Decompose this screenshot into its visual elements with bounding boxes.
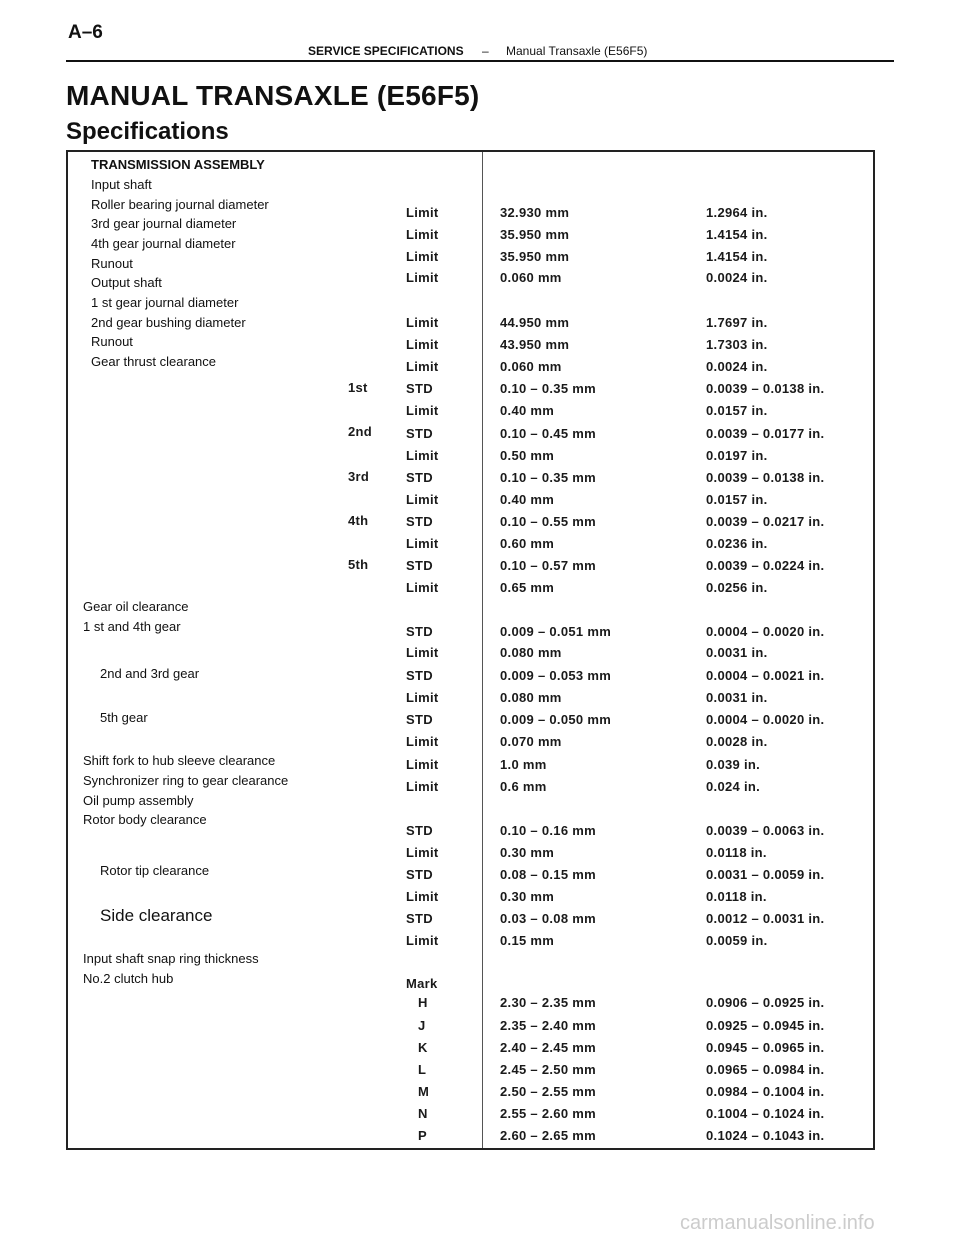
spec-metric: 43.950 mm [500,337,570,352]
spec-imperial: 1.7697 in. [706,315,768,330]
spec-imperial: 0.0004 – 0.0020 in. [706,624,825,639]
spec-type: Limit [406,845,439,860]
label-side-clearance: Side clearance [100,906,213,925]
spec-type: Mark [406,976,438,991]
spec-type: STD [406,712,433,727]
page-subtitle: Specifications [66,118,229,145]
spec-type: Limit [406,205,439,220]
spec-metric: 0.03 – 0.08 mm [500,911,596,926]
spec-type: Limit [406,270,439,285]
spec-metric: 32.930 mm [500,205,570,220]
label-synchronizer: Synchronizer ring to gear clearance [83,773,289,788]
spec-imperial: 0.0031 in. [706,645,768,660]
spec-metric: 0.65 mm [500,580,555,595]
spec-metric: 0.080 mm [500,690,562,705]
spec-type: K [418,1040,428,1055]
spec-imperial: 0.0157 in. [706,403,768,418]
spec-metric: 35.950 mm [500,227,570,242]
spec-metric: 0.15 mm [500,933,555,948]
spec-imperial: 0.0984 – 0.1004 in. [706,1084,825,1099]
gear-label-1st: 1st [348,380,368,395]
spec-type: STD [406,911,433,926]
spec-imperial: 0.0028 in. [706,734,768,749]
spec-imperial: 0.1004 – 0.1024 in. [706,1106,825,1121]
label-transmission-assembly: TRANSMISSION ASSEMBLY [91,157,265,172]
spec-type: Limit [406,779,439,794]
gear-label-4th: 4th [348,513,369,528]
spec-imperial: 0.0906 – 0.0925 in. [706,995,825,1010]
spec-imperial: 0.024 in. [706,779,761,794]
spec-imperial: 0.0039 – 0.0063 in. [706,823,825,838]
spec-type: Limit [406,337,439,352]
spec-metric: 44.950 mm [500,315,570,330]
label-oil-pump: Oil pump assembly [83,793,194,808]
spec-metric: 0.10 – 0.35 mm [500,381,596,396]
spec-type: STD [406,624,433,639]
watermark-text: carmanualsonline.info [680,1212,875,1234]
spec-metric: 0.30 mm [500,889,555,904]
gear-label-2nd: 2nd [348,424,373,439]
spec-imperial: 0.0039 – 0.0224 in. [706,558,825,573]
spec-metric: 0.10 – 0.55 mm [500,514,596,529]
spec-metric: 0.10 – 0.45 mm [500,426,596,441]
label-rotor-body: Rotor body clearance [83,812,207,827]
header-model: Manual Transaxle (E56F5) [506,44,648,58]
spec-metric: 2.50 – 2.55 mm [500,1084,596,1099]
spec-type: Limit [406,536,439,551]
spec-type: STD [406,426,433,441]
spec-imperial: 0.0965 – 0.0984 in. [706,1062,825,1077]
spec-type: Limit [406,645,439,660]
spec-imperial: 0.0118 in. [706,845,767,860]
spec-imperial: 0.0024 in. [706,270,768,285]
spec-type: Limit [406,403,439,418]
spec-imperial: 0.0236 in. [706,536,768,551]
label-clutch-hub: No.2 clutch hub [83,971,174,986]
header-rule [66,60,894,62]
spec-type: Limit [406,734,439,749]
spec-metric: 2.30 – 2.35 mm [500,995,596,1010]
spec-type: Limit [406,690,439,705]
spec-type: N [418,1106,428,1121]
spec-imperial: 0.0031 in. [706,690,768,705]
spec-imperial: 0.0039 – 0.0217 in. [706,514,825,529]
label-gear-oil: Gear oil clearance [83,599,189,614]
label-runout-input: Runout [91,256,133,271]
spec-imperial: 0.0256 in. [706,580,768,595]
spec-metric: 0.060 mm [500,270,562,285]
spec-metric: 2.35 – 2.40 mm [500,1018,596,1033]
spec-imperial: 1.4154 in. [706,249,768,264]
spec-metric: 0.60 mm [500,536,555,551]
label-rotor-tip: Rotor tip clearance [100,863,210,878]
spec-type: STD [406,668,433,683]
label-gear-thrust: Gear thrust clearance [91,354,217,369]
spec-metric: 0.50 mm [500,448,555,463]
spec-type: Limit [406,757,439,772]
gear-label-5th: 5th [348,557,369,572]
label-roller-bearing: Roller bearing journal diameter [91,197,269,212]
spec-metric: 0.30 mm [500,845,555,860]
spec-type: M [418,1084,430,1099]
spec-metric: 0.08 – 0.15 mm [500,867,596,882]
spec-metric: 35.950 mm [500,249,570,264]
spec-imperial: 0.0031 – 0.0059 in. [706,867,825,882]
spec-imperial: 0.0157 in. [706,492,768,507]
spec-type: STD [406,558,433,573]
spec-imperial: 0.0059 in. [706,933,768,948]
spec-type: Limit [406,933,439,948]
label-2nd-bushing: 2nd gear bushing diameter [91,315,246,330]
spec-type: H [418,995,428,1010]
spec-type: Limit [406,359,439,374]
label-output-shaft: Output shaft [91,275,162,290]
label-3rd-journal: 3rd gear journal diameter [91,216,237,231]
spec-table-divider [482,152,483,1148]
spec-metric: 1.0 mm [500,757,547,772]
spec-type: L [418,1062,427,1077]
spec-imperial: 0.0039 – 0.0138 in. [706,381,825,396]
spec-type: P [418,1128,427,1143]
header-separator: – [482,44,489,58]
spec-type: STD [406,381,433,396]
spec-imperial: 1.2964 in. [706,205,768,220]
spec-imperial: 0.039 in. [706,757,761,772]
spec-metric: 0.40 mm [500,492,555,507]
spec-metric: 0.10 – 0.16 mm [500,823,596,838]
label-4th-journal: 4th gear journal diameter [91,236,236,251]
spec-imperial: 0.0012 – 0.0031 in. [706,911,825,926]
spec-metric: 0.080 mm [500,645,562,660]
label-1st-journal: 1 st gear journal diameter [91,295,239,310]
page-title: MANUAL TRANSAXLE (E56F5) [66,80,480,111]
spec-imperial: 0.0004 – 0.0021 in. [706,668,825,683]
spec-metric: 0.009 – 0.051 mm [500,624,612,639]
spec-imperial: 0.0945 – 0.0965 in. [706,1040,825,1055]
page-number: A–6 [68,22,103,43]
spec-imperial: 0.0925 – 0.0945 in. [706,1018,825,1033]
spec-type: Limit [406,448,439,463]
label-2nd-3rd-gear: 2nd and 3rd gear [100,666,200,681]
spec-metric: 0.10 – 0.57 mm [500,558,596,573]
spec-imperial: 0.0039 – 0.0177 in. [706,426,825,441]
spec-imperial: 0.0039 – 0.0138 in. [706,470,825,485]
spec-imperial: 0.0197 in. [706,448,768,463]
spec-imperial: 0.0024 in. [706,359,768,374]
label-1st-4th-gear: 1 st and 4th gear [83,619,181,634]
spec-type: Limit [406,249,439,264]
spec-metric: 0.40 mm [500,403,555,418]
spec-metric: 2.60 – 2.65 mm [500,1128,596,1143]
spec-metric: 0.10 – 0.35 mm [500,470,596,485]
spec-imperial: 1.7303 in. [706,337,768,352]
spec-type: Limit [406,227,439,242]
spec-metric: 0.070 mm [500,734,562,749]
label-runout-output: Runout [91,334,133,349]
spec-type: STD [406,470,433,485]
gear-label-3rd: 3rd [348,469,370,484]
label-input-shaft: Input shaft [91,177,152,192]
spec-type: STD [406,823,433,838]
spec-type: Limit [406,492,439,507]
header-section: SERVICE SPECIFICATIONS [308,44,464,58]
spec-imperial: 0.1024 – 0.1043 in. [706,1128,825,1143]
spec-metric: 2.45 – 2.50 mm [500,1062,596,1077]
spec-metric: 2.40 – 2.45 mm [500,1040,596,1055]
label-5th-gear: 5th gear [100,710,148,725]
spec-metric: 2.55 – 2.60 mm [500,1106,596,1121]
spec-type: Limit [406,315,439,330]
spec-type: J [418,1018,426,1033]
spec-imperial: 0.0118 in. [706,889,767,904]
spec-metric: 0.009 – 0.053 mm [500,668,612,683]
label-snap-ring: Input shaft snap ring thickness [83,951,259,966]
spec-metric: 0.060 mm [500,359,562,374]
spec-type: STD [406,867,433,882]
spec-type: Limit [406,580,439,595]
spec-metric: 0.6 mm [500,779,547,794]
spec-type: STD [406,514,433,529]
spec-imperial: 0.0004 – 0.0020 in. [706,712,825,727]
spec-type: Limit [406,889,439,904]
spec-imperial: 1.4154 in. [706,227,768,242]
label-shift-fork: Shift fork to hub sleeve clearance [83,753,276,768]
spec-metric: 0.009 – 0.050 mm [500,712,612,727]
